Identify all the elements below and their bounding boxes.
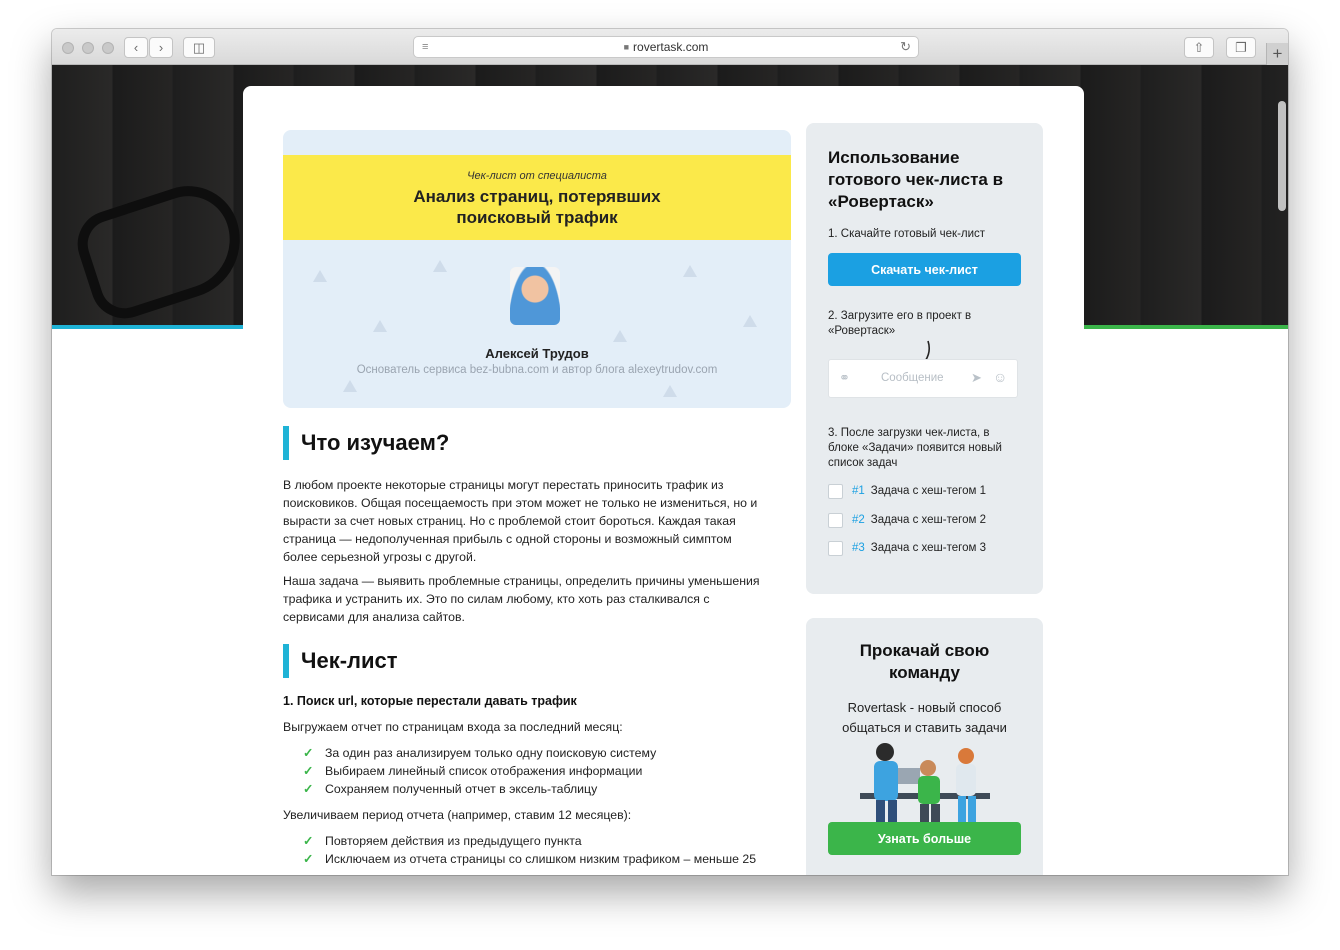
step1-title: 1. Поиск url, которые перестали давать трафик [283, 694, 577, 708]
hero-accent-line-right [1082, 325, 1288, 329]
lock-icon: ■ [623, 42, 630, 52]
author-avatar [510, 267, 560, 325]
list-item: ✓ За один раз анализируем только одну поисковую систему [303, 746, 657, 760]
check-icon: ✓ [303, 782, 314, 796]
list-item: ✓ Выбираем линейный список отображения информации [303, 764, 643, 778]
list-item: ✓ Повторяем действия из предыдущего пункта [303, 834, 582, 848]
content-card [243, 86, 1084, 875]
task-item-1: #1 Задача с хеш-тегом 1 [828, 483, 986, 499]
zoom-window-button[interactable] [102, 42, 114, 54]
promo-description: Rovertask - новый способ общаться и ставить задачи [842, 700, 1007, 735]
promo-title: Прокачай свою команду [859, 641, 990, 682]
checklist-1 [303, 744, 793, 798]
browser-window [52, 29, 1288, 875]
promo-panel [806, 618, 1043, 875]
forward-icon[interactable]: › [149, 37, 173, 58]
share-icon[interactable]: ⇧ [1184, 37, 1214, 58]
sidebar-step3: 3. После загрузки чек-листа, в блоке «Задачи» появится новый список задач [828, 427, 1002, 469]
checklist-banner [283, 130, 791, 408]
paragraph-intro: В любом проекте некоторые страницы могут перестать приносить трафик из поисковиков. Общая посещаемость при этом может не только не измениться, но и вырасти за счет новых страниц. Но с проблемой стоит бороться. Каждая такая страница — недополученная прибыль с одной стороны и возможный симптом более серьезной угрозы с другой. [283, 478, 758, 564]
step1-intro2: Увеличиваем период отчета (например, ставим 12 месяцев): [283, 808, 632, 822]
browser-toolbar [52, 29, 1288, 65]
tabs-icon[interactable]: ❐ [1226, 37, 1256, 58]
back-icon[interactable]: ‹ [124, 37, 148, 58]
heading-what-we-study: Что изучаем? [283, 426, 449, 460]
url-text: rovertask.com [633, 40, 709, 54]
banner-kicker: Чек-лист от специалиста [467, 170, 607, 182]
smile-icon: ☺ [993, 369, 1008, 385]
author-name: Алексей Трудов [485, 346, 589, 361]
learn-more-button[interactable]: Узнать больше [828, 822, 1021, 855]
check-icon: ✓ [303, 746, 314, 760]
sidebar-title: Использование готового чек-листа в «Ровертаск» [828, 148, 1004, 211]
list-item: ✓ Сохраняем полученный отчет в эксель-таблицу [303, 782, 598, 796]
new-tab-icon[interactable]: + [1266, 43, 1288, 65]
sidebar-usage-panel [806, 123, 1043, 594]
sidebar-step2: 2. Загрузите его в проект в «Ровертаск» [828, 310, 972, 337]
hero-accent-line-left [52, 325, 244, 329]
download-checklist-button[interactable]: Скачать чек-лист [828, 253, 1021, 286]
reader-icon[interactable]: ≡ [422, 41, 429, 53]
step1-intro: Выгружаем отчет по страницам входа за последний месяц: [283, 720, 623, 734]
paragraph-task: Наша задача — выявить проблемные страницы, определить причины уменьшения трафика и устранить их. Это по силам любому, кто хоть раз сталкивался с сервисами для анализа сайтов. [283, 574, 760, 624]
banner-title-strip [283, 155, 791, 240]
task-item-3: #3 Задача с хеш-тегом 3 [828, 540, 986, 556]
list-item: ✓ Исключаем из отчета страницы со слишком низким трафиком – меньше 25 [303, 852, 757, 866]
send-icon: ➤ [971, 370, 982, 385]
check-icon: ✓ [303, 764, 314, 778]
page-viewport [52, 65, 1288, 875]
message-placeholder: Сообщение [881, 372, 944, 384]
glasses-image [69, 173, 255, 327]
reload-icon[interactable]: ↻ [900, 39, 911, 54]
task-checkbox[interactable] [828, 541, 843, 556]
check-icon: ✓ [303, 852, 314, 866]
paperclip-icon: ⚭ [839, 370, 850, 385]
scrollbar[interactable] [1278, 101, 1286, 211]
banner-title: Анализ страниц, потерявших поисковый трафик [413, 187, 661, 227]
sidebar-toggle-icon[interactable]: ◫ [183, 37, 215, 58]
check-icon: ✓ [303, 834, 314, 848]
minimize-window-button[interactable] [82, 42, 94, 54]
task-item-2: #2 Задача с хеш-тегом 2 [828, 512, 986, 528]
close-window-button[interactable] [62, 42, 74, 54]
checklist-2 [303, 832, 793, 868]
message-input-example [828, 359, 1018, 398]
heading-checklist: Чек-лист [283, 644, 398, 678]
author-description: Основатель сервиса bez-bubna.com и автор блога alexeytrudov.com [356, 364, 718, 376]
task-checkbox[interactable] [828, 484, 843, 499]
sidebar-step1: 1. Скачайте готовый чек-лист [828, 228, 986, 240]
task-checkbox[interactable] [828, 513, 843, 528]
address-bar[interactable] [413, 36, 919, 58]
